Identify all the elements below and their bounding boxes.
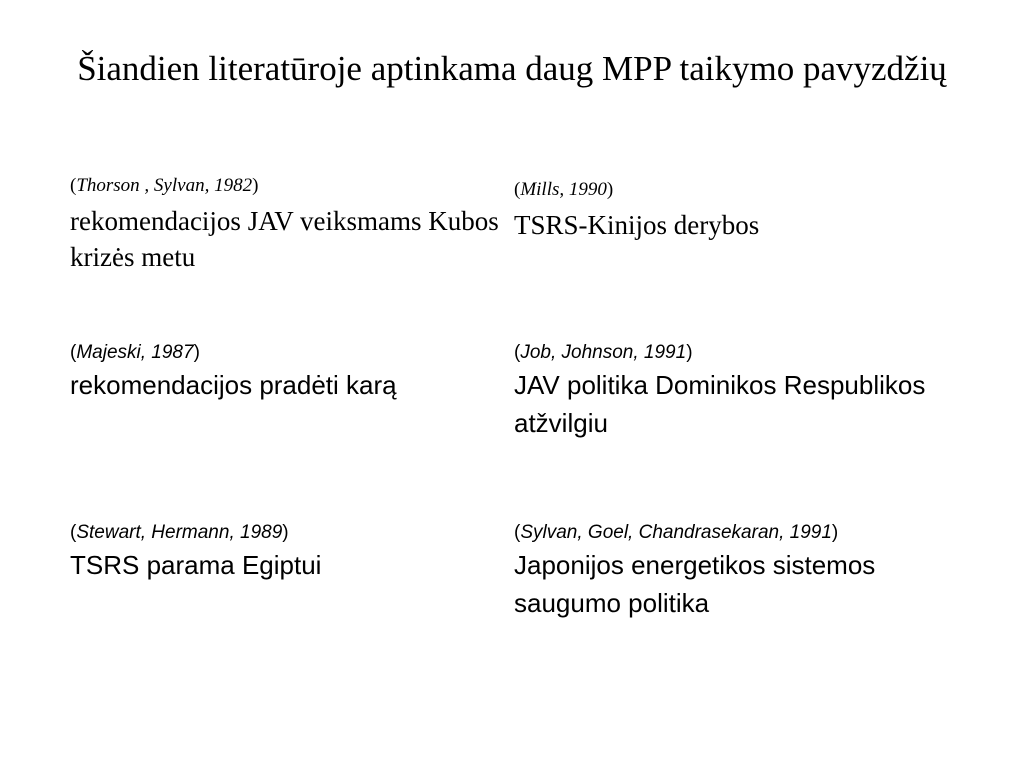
citation: (Thorson , Sylvan, 1982): [70, 175, 259, 196]
citation: (Sylvan, Goel, Chandrasekaran, 1991): [514, 522, 839, 543]
citation: (Job, Johnson, 1991): [514, 342, 693, 363]
citation-text: Job, Johnson, 1991: [520, 342, 687, 363]
example-entry: [514, 342, 954, 442]
example-description: JAV politika Dominikos Respublikos atžvilgiu: [514, 370, 926, 438]
citation-text: Majeski, 1987: [76, 342, 194, 363]
citation: (Mills, 1990): [514, 179, 614, 200]
example-description: rekomendacijos JAV veiksmams Kubos krizės metu: [70, 206, 499, 272]
example-entry: [70, 342, 490, 404]
example-entry: [70, 175, 500, 275]
citation-text: Mills, 1990: [520, 179, 607, 200]
example-description: Japonijos energetikos sistemos saugumo politika: [514, 550, 876, 618]
example-description: TSRS parama Egiptui: [70, 550, 322, 580]
citation-text: Stewart, Hermann, 1989: [76, 522, 283, 543]
example-description: TSRS-Kinijos derybos: [514, 210, 760, 240]
citation-text: Thorson , Sylvan, 1982: [76, 175, 253, 196]
citation: (Majeski, 1987): [70, 342, 200, 363]
example-entry: [514, 179, 954, 243]
example-entry: [514, 522, 974, 622]
slide-title: Šiandien literatūroje aptinkama daug MPP taikymo pavyzdžių: [77, 49, 947, 88]
citation: (Stewart, Hermann, 1989): [70, 522, 289, 543]
example-description: rekomendacijos pradėti karą: [70, 370, 397, 400]
citation-text: Sylvan, Goel, Chandrasekaran, 1991: [520, 522, 832, 543]
example-entry: [70, 522, 490, 584]
